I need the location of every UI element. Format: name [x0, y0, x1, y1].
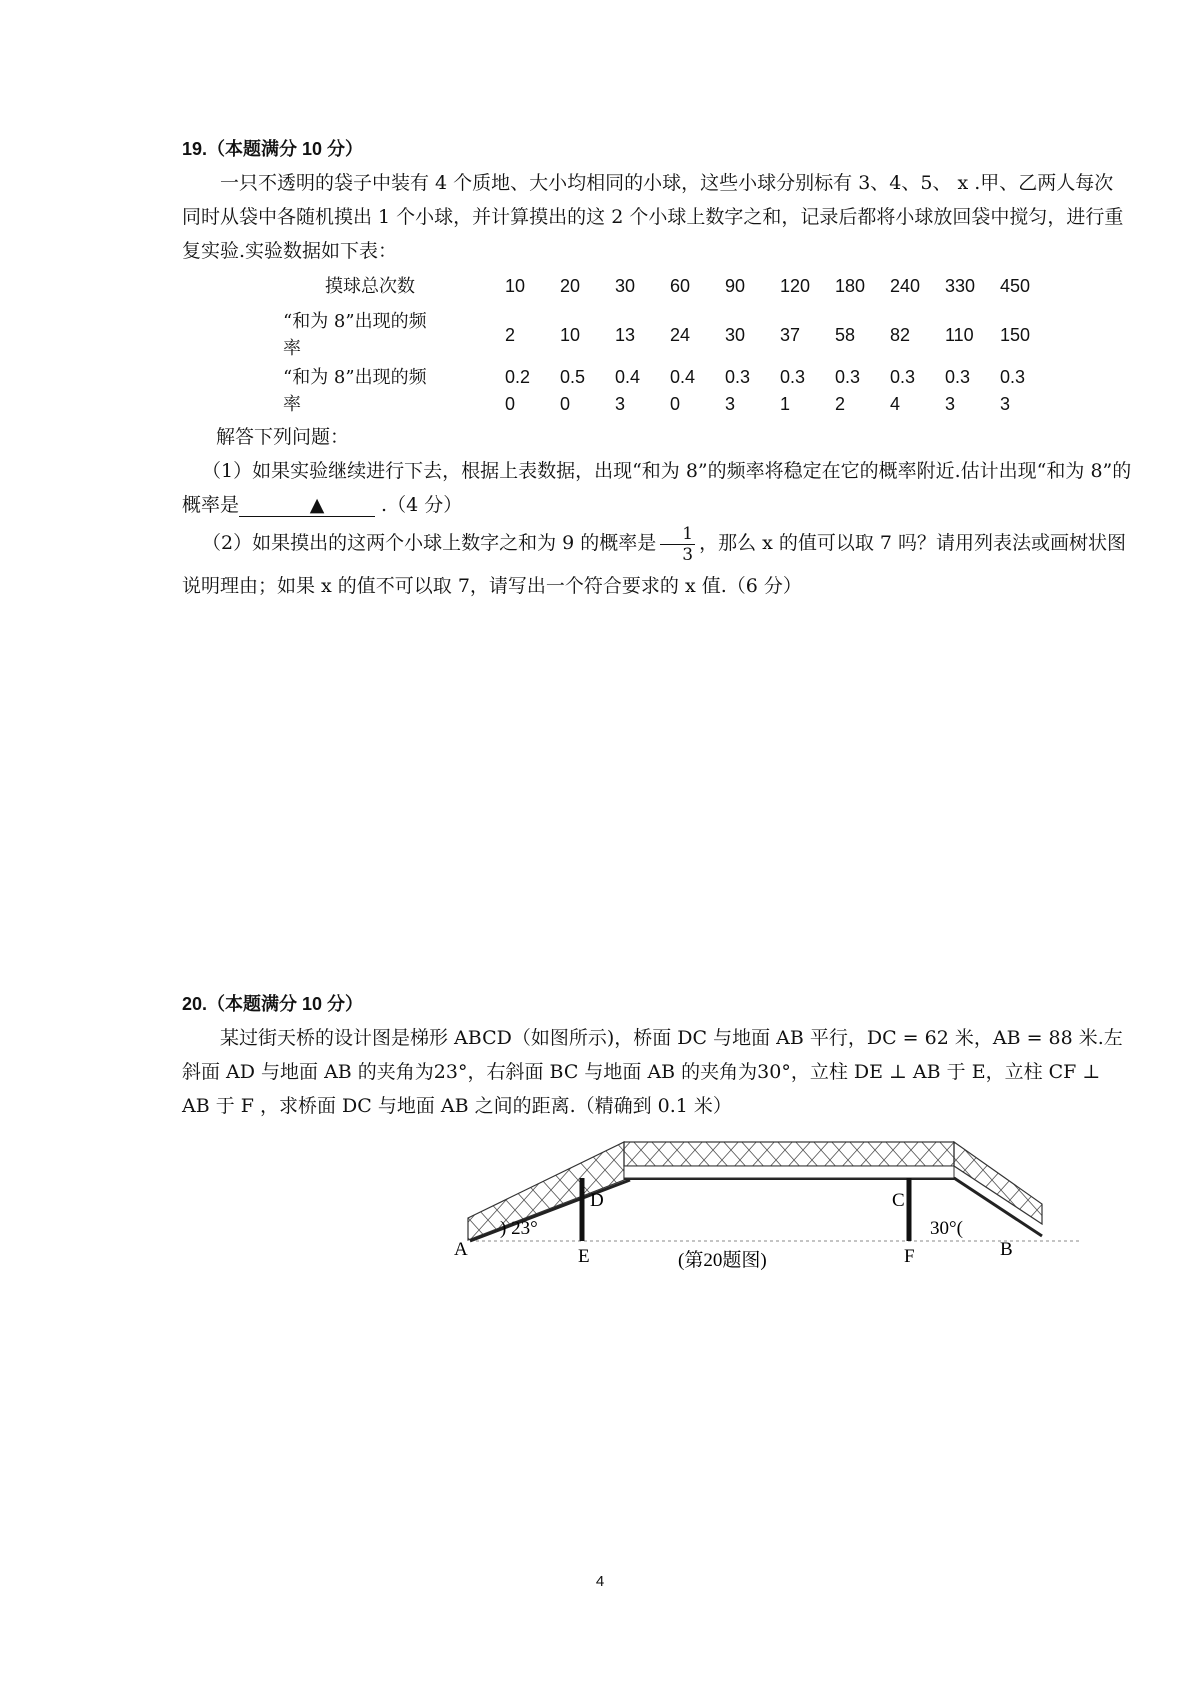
question-20 — [182, 987, 1132, 1123]
table-cell: 180 — [835, 275, 866, 296]
bridge-figure — [454, 1140, 1110, 1290]
page-number: 4 — [595, 1573, 605, 1590]
q20-body: 某过街天桥的设计图是梯形 ABCD（如图所示)，桥面 DC 与地面 AB 平行，DC = 62 米，AB = 88 米.左斜面 AD 与地面 AB 的夹角为23°，右斜面 BC 与地面 AB 的夹角为30°，立柱 DE ⊥ AB 于 E，立柱 CF ⊥ AB 于 F ，求桥面 DC 与地面 AB 之间的距离.（精确到 0.1 米） — [182, 1027, 1123, 1117]
table-cell: 30 — [615, 275, 636, 296]
table-cell: 2 — [505, 324, 516, 345]
q19-part2: （2）如果摸出的这两个小球上数字之和为 9 的概率是 $\frac{1}{3}$ ，那么 x 的值可以取 7 吗？请用列表法或画树状图说明理由；如果 x 的值不可以取 7，请写出一个符合要求的 x 值.（6 分） — [182, 523, 1127, 597]
label-b: B — [1000, 1239, 1013, 1260]
table-cell: 13 — [615, 324, 636, 345]
table-cell: 330 — [945, 275, 976, 296]
table-cell: 0.2 0 — [505, 367, 531, 414]
q20-heading: 20.（本题满分 10 分） — [182, 994, 364, 1014]
table-row — [283, 364, 1055, 418]
table-cell: 20 — [560, 275, 581, 296]
table-cell: 0.3 4 — [890, 367, 916, 414]
table-cell: 24 — [670, 324, 691, 345]
row-label-total: 摸球总次数 — [325, 275, 415, 297]
figure-caption: (第20题图) — [678, 1250, 767, 1271]
table-cell: 0.3 3 — [1000, 367, 1026, 414]
question-19 — [182, 132, 1132, 268]
label-c: C — [892, 1190, 905, 1211]
label-d: D — [590, 1190, 604, 1211]
bridge-deck — [624, 1142, 954, 1166]
table-cell: 120 — [780, 275, 811, 296]
table-cell: 0.3 2 — [835, 367, 861, 414]
table-cell: 450 — [1000, 275, 1031, 296]
label-f: F — [904, 1246, 915, 1267]
q19-parts — [182, 420, 1132, 607]
table-cell: 30 — [725, 324, 746, 345]
table-cell: 0.3 1 — [780, 367, 806, 414]
angle-23: ) 23° — [500, 1218, 538, 1239]
table-row — [283, 306, 1055, 364]
q19-prompt: 解答下列问题： — [216, 426, 350, 448]
fraction-one-third: $\frac{1}{3}$ — [660, 524, 695, 565]
table-cell: 10 — [560, 324, 581, 345]
table-cell: 0.4 0 — [670, 367, 696, 414]
label-a: A — [454, 1239, 468, 1260]
table-cell: 90 — [725, 275, 746, 296]
table-cell: 10 — [505, 275, 526, 296]
table-cell: 150 — [1000, 324, 1031, 345]
table-cell: 0.4 3 — [615, 367, 641, 414]
frequency-table — [283, 266, 1055, 418]
row-label-line: 率 — [283, 338, 301, 359]
table-cell: 60 — [670, 275, 691, 296]
row-label-frequency — [283, 364, 505, 418]
table-cell: 240 — [890, 275, 921, 296]
table-row — [283, 266, 1055, 306]
row-label-line: 率 — [283, 394, 301, 415]
right-ramp — [954, 1142, 1042, 1224]
row-label-line: “和为 8”出现的频 — [283, 311, 427, 332]
label-e: E — [578, 1246, 590, 1267]
triangle-icon: ▲ — [309, 494, 325, 516]
q19-part1: （1）如果实验继续进行下去，根据上表数据，出现“和为 8”的频率将稳定在它的概率附近.估计出现“和为 8”的概率是 ▲ .（4 分） — [182, 460, 1132, 516]
q19-heading: 19.（本题满分 10 分） — [182, 139, 364, 159]
table-cell: 82 — [890, 324, 911, 345]
table-cell: 0.5 0 — [560, 367, 586, 414]
answer-blank[interactable] — [239, 494, 375, 517]
table-cell: 110 — [945, 324, 974, 345]
table-cell: 58 — [835, 324, 856, 345]
table-cell: 37 — [780, 324, 801, 345]
row-label-line: “和为 8”出现的频 — [283, 367, 427, 388]
deck-underside — [624, 1166, 954, 1178]
angle-30: 30°( — [930, 1218, 963, 1239]
table-cell: 0.3 3 — [945, 367, 971, 414]
table-cell: 0.3 3 — [725, 367, 751, 414]
q19-intro: 一只不透明的袋子中装有 4 个质地、大小均相同的小球，这些小球分别标有 3、4、5、 x .甲、乙两人每次同时从袋中各随机摸出 1 个小球，并计算摸出的这 2 个小球上数字之和，记录后都将小球放回袋中搅匀，进行重复实验.实验数据如下表： — [182, 172, 1124, 262]
row-label-count — [283, 306, 505, 364]
